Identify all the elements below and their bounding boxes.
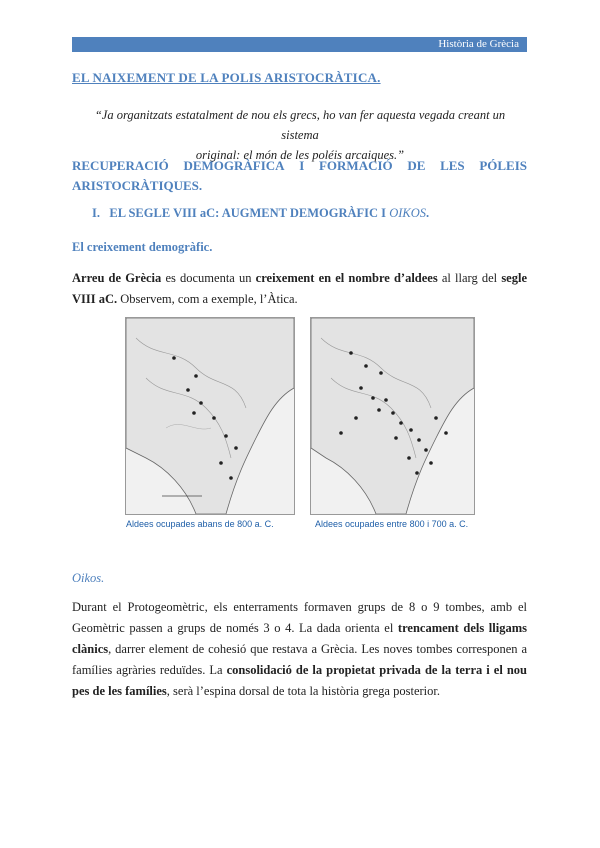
heading-word: RECUPERACIÓ bbox=[72, 158, 169, 173]
section-heading-line-1 bbox=[72, 156, 527, 176]
header-title: Història de Grècia bbox=[438, 38, 519, 50]
header-bar bbox=[72, 37, 527, 52]
subsection-italic: OIKOS bbox=[389, 206, 426, 220]
quote-line-2: original: el món de les poléis arcaiques.” bbox=[195, 148, 405, 162]
subsection-text: EL SEGLE VIII aC: AUGMENT DEMOGRÀFIC I bbox=[109, 206, 390, 220]
bold-text: creixement en el nombre d’aldees bbox=[255, 271, 438, 285]
map-image bbox=[311, 318, 474, 514]
map-caption-1: Aldees ocupades abans de 800 a. C. bbox=[126, 519, 274, 529]
heading-word: DEMOGRÀFICA bbox=[183, 158, 285, 173]
text: es documenta un bbox=[161, 271, 256, 285]
map-image bbox=[126, 318, 294, 514]
subheading: El creixement demogràfic. bbox=[72, 240, 213, 254]
text: al llarg del bbox=[437, 271, 502, 285]
bold-text: Arreu de Grècia bbox=[72, 271, 162, 285]
bold-text: trencament dels lligams clànics bbox=[72, 621, 527, 656]
subsection-number: I. bbox=[92, 206, 100, 220]
section-heading-line-2: ARISTOCRÀTIQUES. bbox=[72, 178, 203, 193]
heading-word: PÓLEIS bbox=[479, 158, 527, 173]
text: Observem, com a exemple, l’Àtica. bbox=[117, 292, 298, 306]
map-attica-before-800 bbox=[125, 317, 295, 515]
section-heading bbox=[72, 156, 527, 196]
map-attica-800-700 bbox=[310, 317, 475, 515]
paragraph-2 bbox=[72, 597, 527, 702]
heading-word: I bbox=[299, 158, 305, 173]
page-title: EL NAIXEMENT DE LA POLIS ARISTOCRÀTICA. bbox=[72, 70, 381, 85]
map-caption-2: Aldees ocupades entre 800 i 700 a. C. bbox=[315, 519, 469, 529]
bold-text: consolidació de la propietat privada de la terra i el nou pes de les famílies bbox=[72, 663, 527, 698]
heading-word: DE bbox=[407, 158, 426, 173]
subsection-heading bbox=[92, 206, 429, 221]
text: , serà l’espina dorsal de tota la història grega posterior. bbox=[166, 684, 440, 698]
subsection-end: . bbox=[426, 206, 430, 220]
heading-word: LES bbox=[440, 158, 465, 173]
text: , darrer element de cohesió que restava a Grècia. Les noves tombes corresponen a famílies agràries reduïdes. La bbox=[72, 642, 527, 677]
paragraph-1 bbox=[72, 268, 527, 310]
oikos-heading: Oikos. bbox=[72, 571, 105, 585]
bold-text: segle VIII aC. bbox=[72, 271, 527, 306]
quote-line-1: “Ja organitzats estatalment de nou els grecs, ho van fer aquesta vegada creant un sistema bbox=[94, 108, 506, 142]
text: Durant el Protogeomètric, els enterraments formaven grups de 8 o 9 tombes, amb el Geomètric passen a grups de només 3 o 4. La dada orienta el bbox=[72, 600, 527, 635]
heading-word: FORMACIÓ bbox=[318, 158, 393, 173]
